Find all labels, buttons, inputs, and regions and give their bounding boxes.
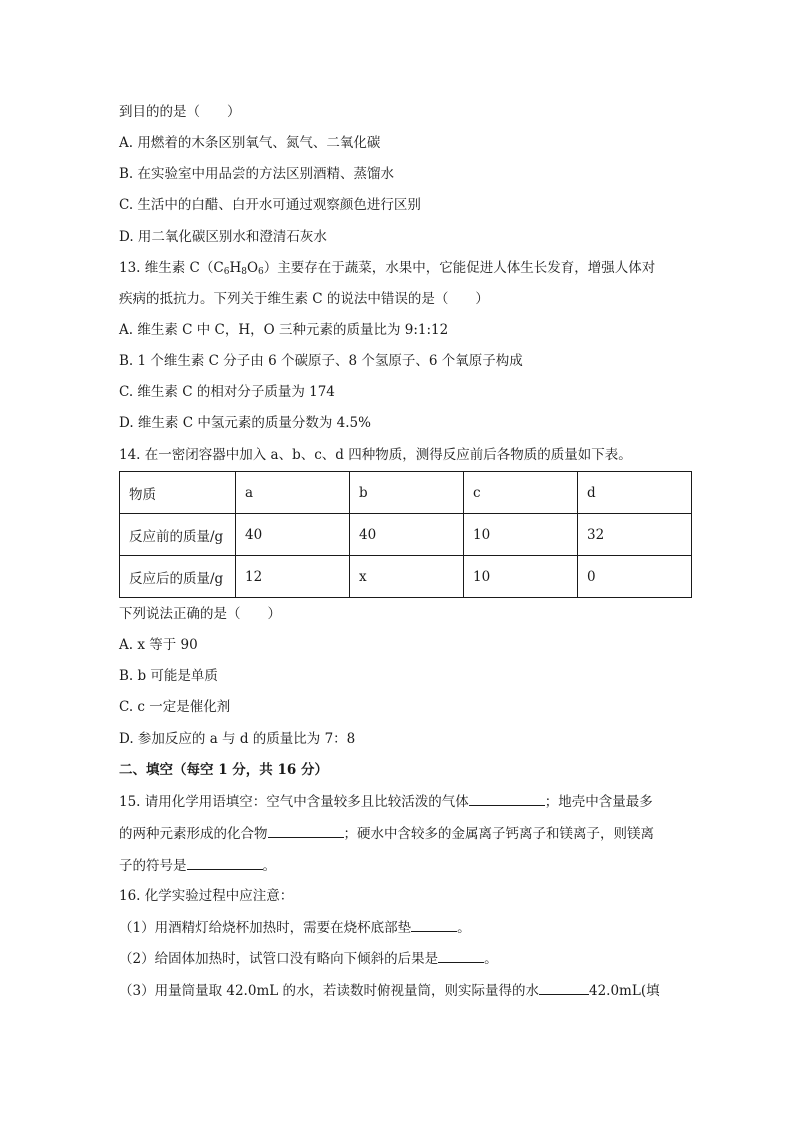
table-row [120,556,692,598]
answer-blank[interactable] [438,948,484,963]
table-cell: 反应前的质量/g [120,514,236,556]
q15-line3: 子的符号是 。 [119,855,276,876]
table-cell: 12 [236,556,350,598]
q13-stem-line2: 疾病的抵抗力。下列关于维生素 C 的说法中错误的是（ ） [119,291,489,307]
table-cell: 32 [578,514,692,556]
table-cell: x [350,556,464,598]
q16-stem: 16. 化学实验过程中应注意： [119,888,294,904]
q15-line2: 的两种元素形成的化合物 ；硬水中含较多的金属离子钙离子和镁离子，则镁离 [119,823,654,844]
q14-option-c: C. c 一定是催化剂 [119,699,231,715]
q12-option-a: A. 用燃着的木条区别氧气、氮气、二氧化碳 [119,135,381,151]
table-header-row [120,472,692,514]
q16-item-3: （3）用量筒量取 42.0mL 的水，若读数时俯视量筒，则实际量得的水 42.0mL(填 [119,980,660,1001]
q12-option-b: B. 在实验室中用品尝的方法区别酒精、蒸馏水 [119,166,395,182]
q14-question: 下列说法正确的是（ ） [119,606,281,622]
q13-option-a: A. 维生素 C 中 C，H，O 三种元素的质量比为 9:1:12 [119,322,449,338]
table-cell: 40 [236,514,350,556]
q14-option-d: D. 参加反应的 a 与 d 的质量比为 7：8 [119,731,356,747]
table-cell: 10 [464,556,578,598]
q16-item-2: （2）给固体加热时，试管口没有略向下倾斜的后果是 。 [119,948,498,969]
q16-item-1: （1）用酒精灯给烧杯加热时，需要在烧杯底部垫 。 [119,917,471,938]
q14-option-b: B. b 可能是单质 [119,668,218,684]
table-row [120,514,692,556]
q12-stem-tail: 到目的的是（ ） [119,104,241,120]
answer-blank[interactable] [539,980,589,995]
q13-option-c: C. 维生素 C 的相对分子质量为 174 [119,384,335,400]
q12-option-d: D. 用二氧化碳区别水和澄清石灰水 [119,229,327,245]
table-cell: 40 [350,514,464,556]
table-cell: 0 [578,556,692,598]
answer-blank[interactable] [187,855,263,870]
table-header-cell: b [350,472,464,514]
table-header-cell: d [578,472,692,514]
q13-option-b: B. 1 个维生素 C 分子由 6 个碳原子、8 个氢原子、6 个氧原子构成 [119,353,523,369]
table-header-cell: 物质 [120,472,236,514]
table-header-cell: c [464,472,578,514]
q13-option-d: D. 维生素 C 中氢元素的质量分数为 4.5% [119,415,371,431]
q12-option-c: C. 生活中的白醋、白开水可通过观察颜色进行区别 [119,197,421,213]
table-header-cell: a [236,472,350,514]
section-heading: 二、填空（每空 1 分，共 16 分） [119,762,328,778]
table-cell: 10 [464,514,578,556]
answer-blank[interactable] [469,791,545,806]
answer-blank[interactable] [268,823,344,838]
q14-stem: 14. 在一密闭容器中加入 a、b、c、d 四种物质，测得反应前后各物质的质量如下表。 [119,447,632,463]
answer-blank[interactable] [411,917,457,932]
q15-line1: 15. 请用化学用语填空：空气中含量较多且比较活泼的气体 ；地壳中含量最多 [119,791,653,812]
q14-option-a: A. x 等于 90 [119,637,198,653]
table-cell: 反应后的质量/g [120,556,236,598]
mass-table [119,471,692,598]
q13-stem-line1: 13. 维生素 $C(C_6H_8O_6)$主要存在于蔬菜，水果中，它能促进人体生长发育，增强人体对 [119,260,656,277]
